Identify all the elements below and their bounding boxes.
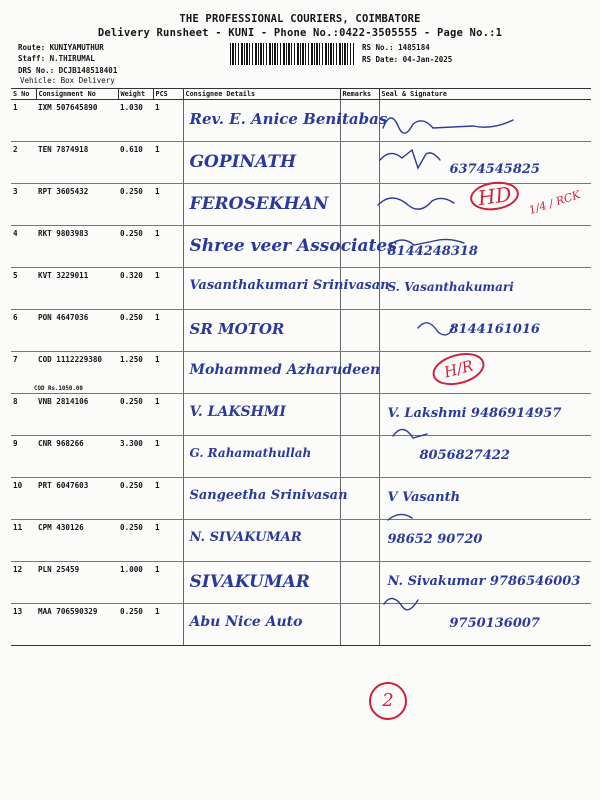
- col-seal: Seal & Signature: [379, 89, 591, 100]
- row-pcs: [153, 226, 183, 268]
- table-row: [11, 142, 591, 184]
- row-weight: [118, 184, 153, 226]
- row-consignment-text: COD 1112229380: [38, 355, 103, 364]
- row-seal: [379, 520, 591, 562]
- staff-label: Staff: N.THIRUMAL: [18, 54, 95, 63]
- row-seal: [379, 604, 591, 646]
- row-pcs-text: 1: [155, 229, 160, 238]
- row-sno-text: 5: [13, 271, 18, 280]
- row-consignment: [36, 310, 118, 352]
- row-weight: [118, 310, 153, 352]
- row-consignment-text: PLN 25459: [38, 565, 80, 574]
- row-sno: [11, 352, 36, 394]
- hr-stamp: H/R: [429, 348, 488, 391]
- row-consignment-text: MAA 706590329: [38, 607, 98, 616]
- row-seal: [379, 394, 591, 436]
- handwritten-consignee: Shree veer Associates: [189, 236, 397, 256]
- row-consignment: [36, 268, 118, 310]
- row-sno-text: 9: [13, 439, 18, 448]
- row-consignment-text: RKT 9803983: [38, 229, 89, 238]
- row-weight-text: 1.000: [120, 565, 143, 574]
- row-remarks: [340, 142, 379, 184]
- barcode: [230, 43, 354, 65]
- handwritten-consignee: Abu Nice Auto: [189, 614, 303, 630]
- row-pcs-text: 1: [155, 103, 160, 112]
- row-sno: [11, 310, 36, 352]
- row-sno-text: 8: [13, 397, 18, 406]
- row-weight-text: 0.250: [120, 229, 143, 238]
- row-sno-text: 13: [13, 607, 23, 616]
- row-consignee: [183, 268, 390, 310]
- row-sno: [11, 436, 36, 478]
- row-pcs: [153, 268, 183, 310]
- row-pcs-text: 1: [155, 607, 160, 616]
- row-sno: [11, 478, 36, 520]
- row-consignee: [183, 310, 340, 352]
- handwritten-seal: 9750136007: [449, 616, 540, 631]
- row-weight-text: 1.250: [120, 355, 143, 364]
- handwritten-seal: 98652 90720: [387, 532, 483, 547]
- row-pcs-text: 1: [155, 481, 160, 490]
- row-consignment: [36, 352, 118, 394]
- row-pcs: [153, 478, 183, 520]
- row-sno-text: 10: [13, 481, 23, 490]
- row-weight: [118, 478, 153, 520]
- row-consignment: [36, 436, 118, 478]
- handwritten-consignee: G. Rahamathullah: [189, 446, 312, 460]
- row-weight-text: 0.250: [120, 187, 143, 196]
- row-weight-text: 0.250: [120, 313, 143, 322]
- handwritten-consignee: N. SIVAKUMAR: [189, 530, 302, 545]
- row-consignee: [183, 604, 340, 646]
- row-remarks: [340, 100, 379, 142]
- row-seal: [379, 100, 591, 142]
- handwritten-seal: 8144248318: [387, 244, 478, 259]
- row-pcs-text: 1: [155, 271, 160, 280]
- table-row: [11, 268, 591, 310]
- table-row: [11, 562, 591, 604]
- row-seal: [379, 268, 591, 310]
- row-pcs: [153, 352, 183, 394]
- row-consignee: [183, 394, 340, 436]
- row-sno-text: 3: [13, 187, 18, 196]
- table-row: [11, 352, 591, 394]
- row-weight: [118, 226, 153, 268]
- row-pcs-text: 1: [155, 397, 160, 406]
- runsheet-subtitle: Delivery Runsheet - KUNI - Phone No.:0422-3505555 - Page No.:1: [97, 27, 503, 39]
- drs-label: DRS No.: DCJB148518401: [18, 66, 118, 75]
- row-consignment-text: CNR 968266: [38, 439, 84, 448]
- row-pcs: [153, 142, 183, 184]
- row-weight: [118, 268, 153, 310]
- row-remarks: [340, 184, 379, 226]
- row-sno-text: 6: [13, 313, 18, 322]
- row-pcs-text: 1: [155, 565, 160, 574]
- row-consignment-text: KVT 3229011: [38, 271, 89, 280]
- row-sno: [11, 142, 36, 184]
- row-consignment: [36, 520, 118, 562]
- handwritten-seal: 8056827422: [419, 448, 510, 463]
- rs-no-label: RS No.: 1485184: [362, 43, 430, 52]
- row-consignment-text: VNB 2814106: [38, 397, 89, 406]
- row-seal: [379, 562, 591, 604]
- row-pcs-text: 1: [155, 313, 160, 322]
- table-row: [11, 100, 591, 142]
- row-weight: [118, 604, 153, 646]
- row-weight: [118, 394, 153, 436]
- row-sno: [11, 604, 36, 646]
- col-weight: Weight: [118, 89, 153, 100]
- row-consignment: [36, 478, 118, 520]
- table-row: [11, 604, 591, 646]
- row-sno: [11, 520, 36, 562]
- row-pcs-text: 1: [155, 355, 160, 364]
- row-sno: [11, 226, 36, 268]
- handwritten-consignee: V. LAKSHMI: [189, 404, 286, 420]
- row-weight: [118, 142, 153, 184]
- col-remarks: Remarks: [340, 89, 379, 100]
- row-pcs: [153, 184, 183, 226]
- handwritten-seal: N. Sivakumar 9786546003: [387, 574, 581, 589]
- row-remarks: [340, 394, 379, 436]
- rs-date-label: RS Date: 04-Jan-2025: [362, 55, 453, 64]
- row-pcs: [153, 562, 183, 604]
- handwritten-seal: 6374545825: [449, 162, 540, 177]
- runsheet-table: [11, 88, 591, 646]
- row-sno: [11, 184, 36, 226]
- row-pcs: [153, 100, 183, 142]
- table-row: [11, 520, 591, 562]
- row-seal: [379, 226, 591, 268]
- row-sno-text: 2: [13, 145, 18, 154]
- row-consignment-text: CPM 430126: [38, 523, 84, 532]
- vehicle-label: Vehicle: Box Delivery: [20, 76, 115, 85]
- page-mark-circle: 2: [369, 682, 407, 720]
- handwritten-consignee: Vasanthakumari Srinivasan: [189, 278, 390, 293]
- row-consignee: [183, 142, 340, 184]
- handwritten-consignee: SR MOTOR: [189, 320, 285, 338]
- handwritten-seal: S. Vasanthakumari: [387, 280, 514, 294]
- handwritten-consignee: Sangeetha Srinivasan: [189, 488, 348, 503]
- row-pcs: [153, 394, 183, 436]
- row-sno-text: 11: [13, 523, 23, 532]
- row-seal: [379, 310, 591, 352]
- row3-mark: 1/4 / RCK: [527, 188, 583, 217]
- row-seal: [379, 142, 591, 184]
- row-remarks: [340, 310, 379, 352]
- col-pcs: PCS: [153, 89, 183, 100]
- row-weight: [118, 352, 153, 394]
- row-consignee: [183, 436, 340, 478]
- row-consignee: [183, 184, 340, 226]
- row-sno: [11, 268, 36, 310]
- cod-amount: COD Rs.1050.00: [34, 386, 83, 392]
- row-weight-text: 0.320: [120, 271, 143, 280]
- company-title: THE PROFESSIONAL COURIERS, COIMBATORE: [179, 13, 421, 25]
- row-consignee: [183, 226, 397, 268]
- row-sno-text: 1: [13, 103, 18, 112]
- row-pcs-text: 1: [155, 523, 160, 532]
- table-row: [11, 478, 591, 520]
- row-pcs: [153, 436, 183, 478]
- table-row: [11, 436, 591, 478]
- row-weight: [118, 100, 153, 142]
- row-consignment-text: PRT 6047603: [38, 481, 89, 490]
- row-sno: [11, 100, 36, 142]
- col-consignee: Consignee Details: [183, 89, 340, 100]
- row-weight-text: 0.250: [120, 523, 143, 532]
- row-consignee: [183, 562, 340, 604]
- row-remarks: [340, 226, 379, 268]
- handwritten-consignee: SIVAKUMAR: [189, 572, 310, 592]
- row-weight-text: 0.610: [120, 145, 143, 154]
- row-weight: [118, 520, 153, 562]
- row-remarks: [340, 436, 379, 478]
- route-label: Route: KUNIYAMUTHUR: [18, 43, 104, 52]
- row-weight-text: 3.300: [120, 439, 143, 448]
- row-remarks: [340, 562, 379, 604]
- row-pcs: [153, 310, 183, 352]
- row-sno-text: 7: [13, 355, 18, 364]
- handwritten-consignee: Rev. E. Anice Benitabas: [189, 110, 388, 128]
- row-consignment-text: RPT 3605432: [38, 187, 89, 196]
- row-seal: [379, 352, 591, 394]
- row-sno-text: 12: [13, 565, 23, 574]
- row-consignment: [36, 184, 118, 226]
- row-remarks: [340, 520, 379, 562]
- handwritten-consignee: GOPINATH: [189, 152, 297, 172]
- row-remarks: [340, 352, 379, 394]
- table-row: [11, 310, 591, 352]
- row-remarks: [340, 268, 379, 310]
- row-remarks: [340, 604, 379, 646]
- row-consignment: [36, 604, 118, 646]
- row-weight-text: 0.250: [120, 607, 143, 616]
- col-consignment: Consignment No: [36, 89, 118, 100]
- row-consignment: [36, 562, 118, 604]
- table-header: [11, 89, 591, 100]
- row-consignee: [183, 100, 388, 142]
- row-consignee: [183, 520, 340, 562]
- row-consignee: [183, 478, 348, 520]
- row-consignment-text: IXM 507645890: [38, 103, 98, 112]
- row-pcs: [153, 604, 183, 646]
- row-sno-text: 4: [13, 229, 18, 238]
- row-weight: [118, 436, 153, 478]
- row-pcs-text: 1: [155, 439, 160, 448]
- row-consignment-text: PON 4647036: [38, 313, 89, 322]
- table-row: [11, 394, 591, 436]
- row-consignment: [36, 142, 118, 184]
- row-seal: [379, 478, 591, 520]
- row-consignee: [183, 352, 381, 394]
- row-consignment: [36, 394, 118, 436]
- row-weight: [118, 562, 153, 604]
- row-remarks: [340, 478, 379, 520]
- row-seal: [379, 436, 591, 478]
- handwritten-seal: V Vasanth: [387, 490, 461, 505]
- row-consignment: [36, 226, 118, 268]
- row-sno: [11, 562, 36, 604]
- row-pcs: [153, 520, 183, 562]
- handwritten-consignee: FEROSEKHAN: [189, 194, 329, 214]
- row-pcs-text: 1: [155, 187, 160, 196]
- row-weight-text: 0.250: [120, 481, 143, 490]
- handwritten-consignee: Mohammed Azharudeen: [189, 362, 381, 378]
- handwritten-seal: V. Lakshmi 9486914957: [387, 406, 562, 421]
- row-sno: [11, 394, 36, 436]
- hd-stamp: HD: [468, 179, 521, 214]
- table-row: [11, 226, 591, 268]
- row-weight-text: 1.030: [120, 103, 143, 112]
- col-sno: S No: [11, 89, 36, 100]
- handwritten-seal: 8144161016: [449, 322, 540, 337]
- row-pcs-text: 1: [155, 145, 160, 154]
- row-consignment-text: TEN 7874918: [38, 145, 89, 154]
- row-weight-text: 0.250: [120, 397, 143, 406]
- row-consignment: [36, 100, 118, 142]
